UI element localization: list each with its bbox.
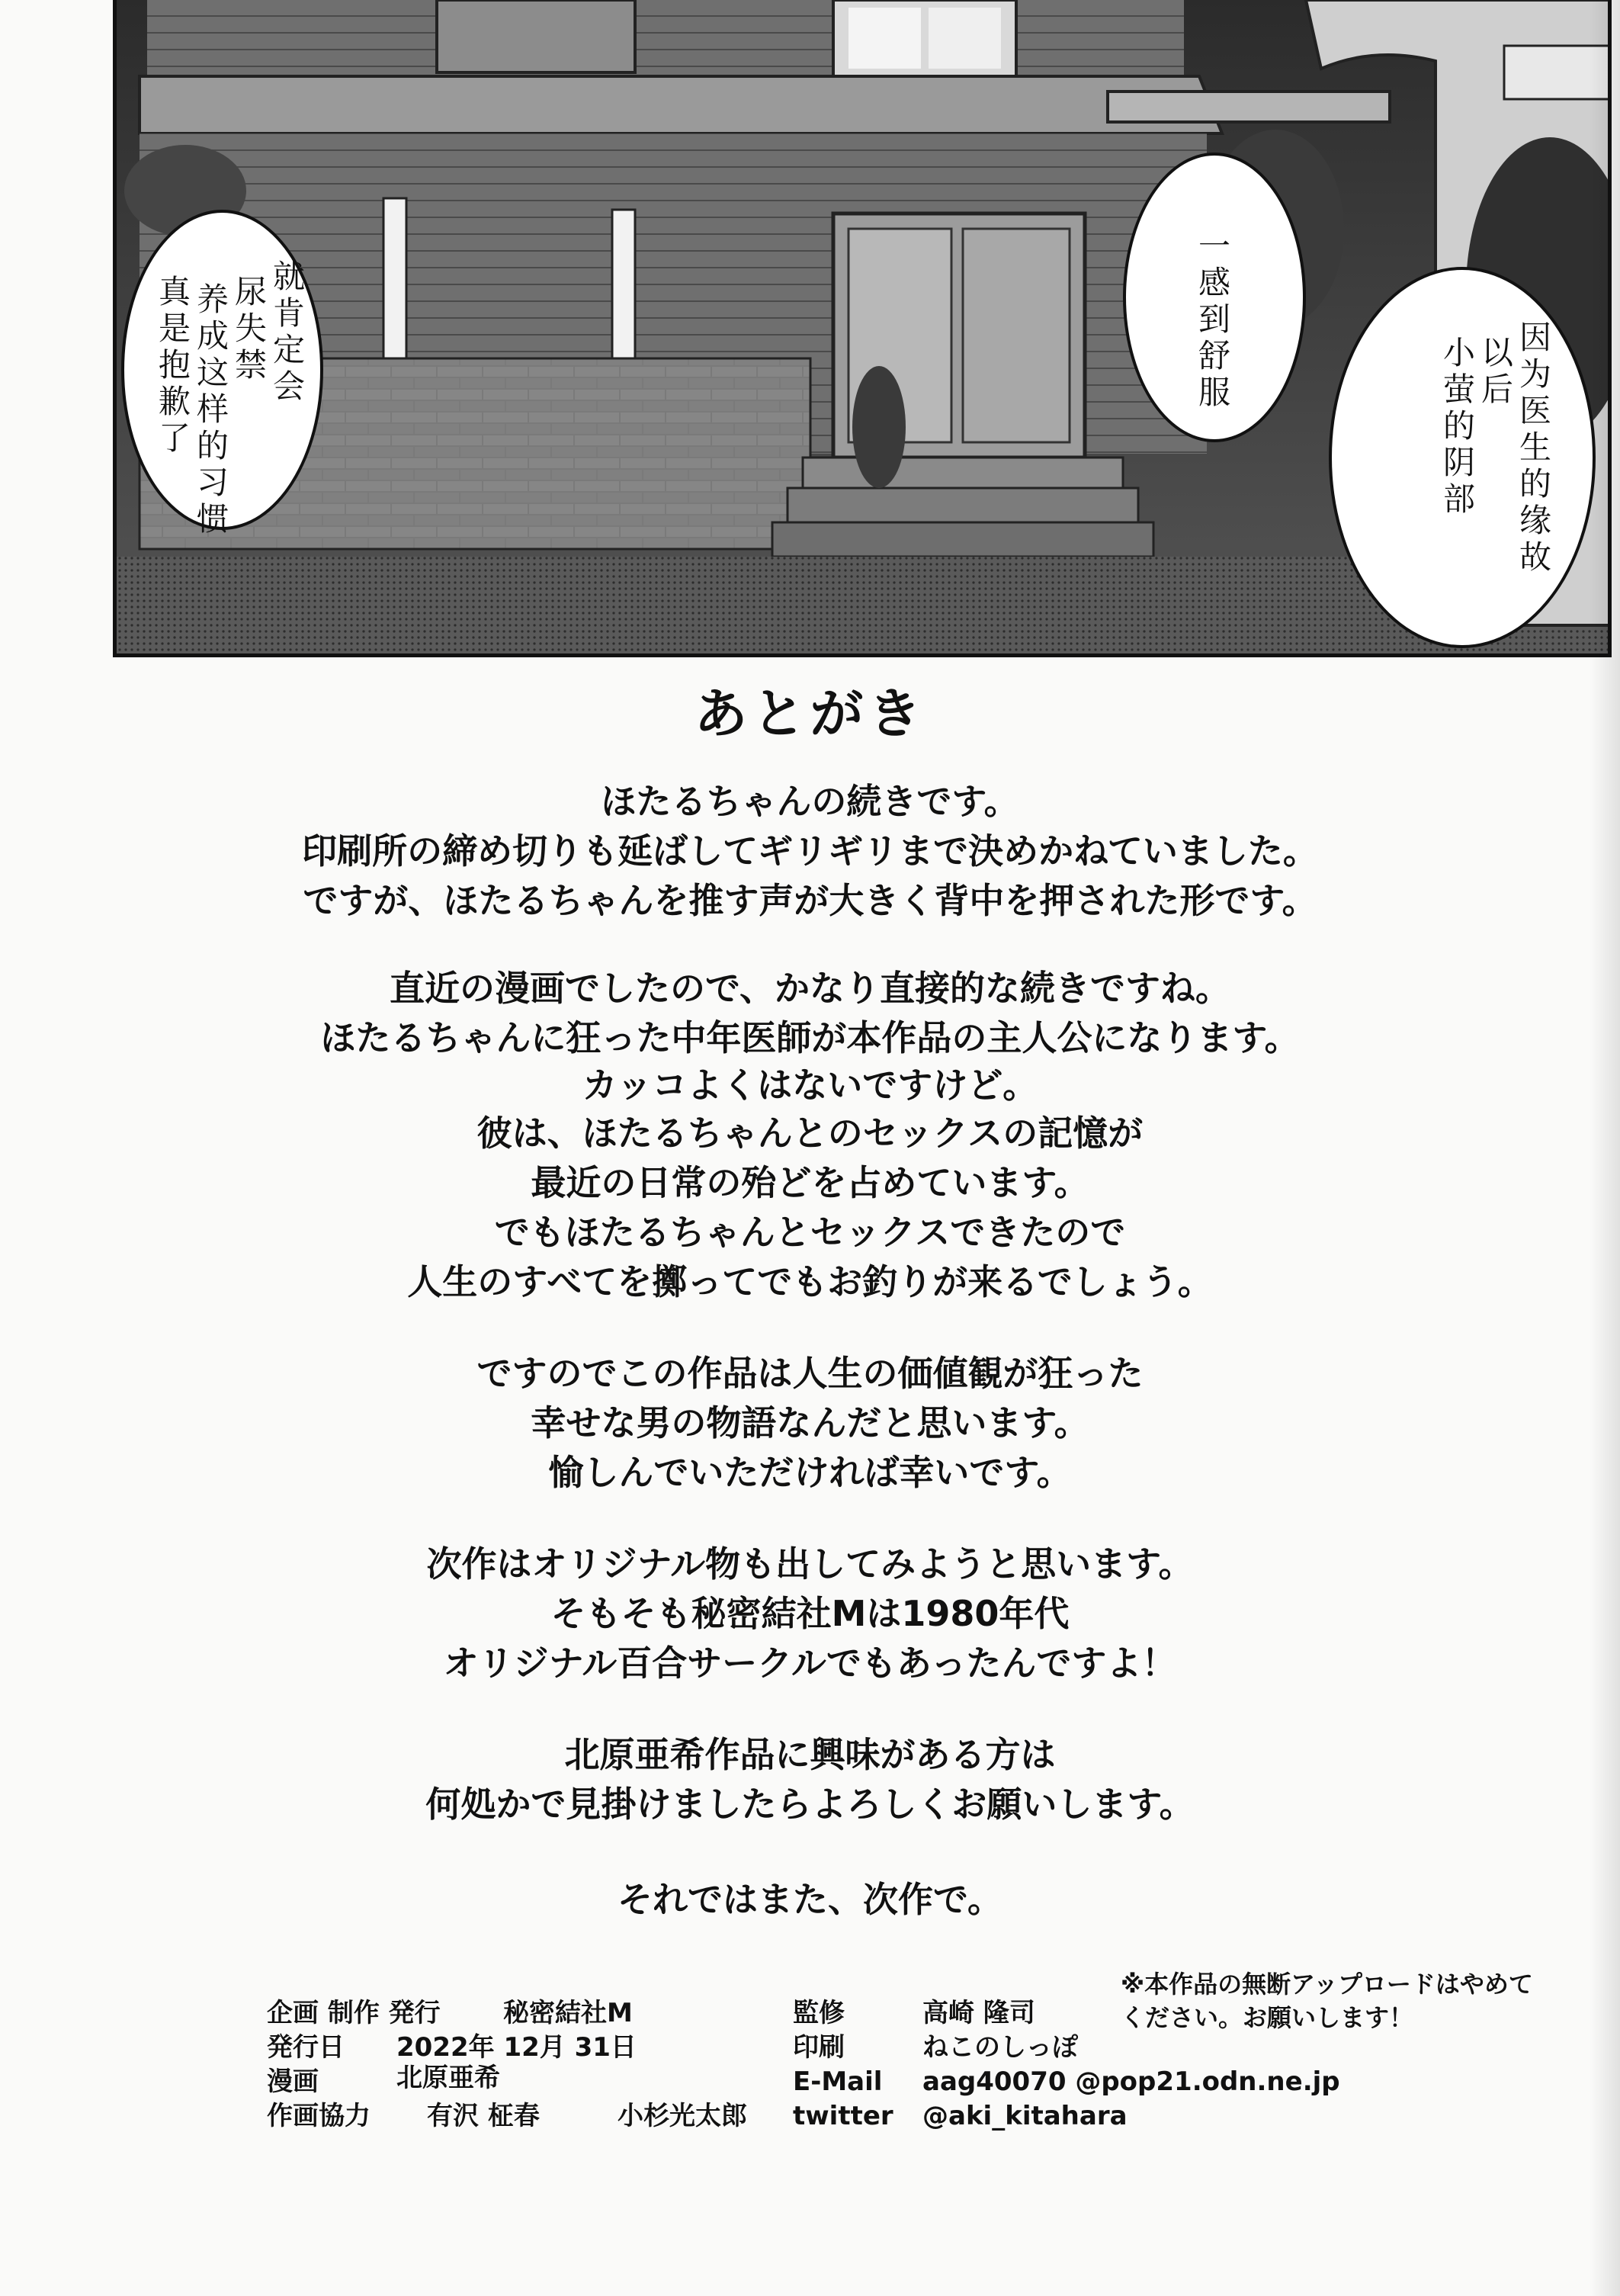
credit-print-label: 印刷 xyxy=(793,2032,845,2063)
credit-assist-label: 作画協力 xyxy=(267,2101,371,2131)
bubble-right-line-1: 因为医生的缘故 xyxy=(1515,320,1552,576)
afterword-line-18: そもそも秘密結社Mは1980年代 xyxy=(550,1593,1070,1634)
afterword-line-19: オリジナル百合サークルでもあったんですよ！ xyxy=(443,1643,1177,1684)
credit-print-value: ねこのしっぽ xyxy=(922,2032,1078,2063)
credit-manga-value: 北原亜希 xyxy=(396,2063,500,2093)
bubble-right-line-2: 以后 xyxy=(1477,336,1514,409)
afterword-line-1: ほたるちゃんの続きです。 xyxy=(601,781,1019,822)
manga-panel-house-night xyxy=(113,0,1612,657)
bubble-right-line-3: 小萤的阴部 xyxy=(1439,336,1476,519)
page-spine-shadow xyxy=(1590,0,1620,2296)
afterword-line-11: 人生のすべてを擲ってでもお釣りが来るでしょう。 xyxy=(407,1261,1213,1302)
bubble-middle-line-1: 一感到舒服 xyxy=(1194,229,1231,412)
afterword-line-21: 北原亜希作品に興味がある方は xyxy=(564,1734,1056,1775)
afterword-line-7: カッコよくはないですけど。 xyxy=(582,1065,1038,1106)
credit-date-label: 発行日 xyxy=(267,2032,345,2063)
afterword-line-14: 幸せな男の物語なんだと思います。 xyxy=(531,1402,1089,1443)
credit-email-label: E-Mail xyxy=(793,2066,883,2097)
afterword-line-5: 直近の漫画でしたので、かなり直接的な続きですね。 xyxy=(389,968,1231,1009)
credit-planning-label: 企画 制作 発行 xyxy=(267,1998,441,2028)
credit-supervise-value: 高崎 隆司 xyxy=(922,1998,1035,2028)
afterword-line-6: ほたるちゃんに狂った中年医師が本作品の主人公になります。 xyxy=(320,1017,1300,1058)
afterword-line-22: 何処かで見掛けましたらよろしくお願いします。 xyxy=(425,1784,1195,1825)
credit-date-value: 2022年 12月 31日 xyxy=(396,2032,637,2063)
afterword-line-24: それではまた、次作で。 xyxy=(617,1879,1003,1920)
afterword-line-10: でもほたるちゃんとセックスできたので xyxy=(494,1212,1126,1253)
credit-manga-label: 漫画 xyxy=(267,2066,319,2097)
bubble-left-line-4: 真是抱歉了 xyxy=(154,275,191,458)
afterword-line-15: 愉しんでいただければ幸いです。 xyxy=(548,1452,1072,1493)
afterword-line-2: 印刷所の締め切りも延ばしてギリギリまで決めかねていました。 xyxy=(302,830,1318,872)
afterword-line-9: 最近の日常の殆どを占めています。 xyxy=(531,1162,1089,1203)
afterword-heading: あとがき xyxy=(694,682,926,745)
afterword-line-17: 次作はオリジナル物も出してみようと思います。 xyxy=(426,1543,1194,1585)
bubble-left-line-3: 养成这样的习惯 xyxy=(192,282,229,538)
credit-planning-value: 秘密結社M xyxy=(503,1998,633,2028)
bubble-left-line-1: 就肯定会 xyxy=(268,259,306,406)
credit-twitter-value: @aki_kitahara xyxy=(922,2101,1128,2131)
bubble-left-line-2: 尿失禁 xyxy=(230,275,268,384)
credit-twitter-label: twitter xyxy=(793,2101,893,2131)
credit-assist-value-1: 有沢 柾春 xyxy=(427,2101,540,2131)
credit-assist-value-2: 小杉光太郎 xyxy=(618,2101,747,2131)
afterword-line-3: ですが、ほたるちゃんを推す声が大きく背中を押された形です。 xyxy=(303,880,1317,921)
credit-email-value: aag40070 @pop21.odn.ne.jp xyxy=(922,2066,1340,2097)
afterword-line-8: 彼は、ほたるちゃんとのセックスの記憶が xyxy=(476,1113,1144,1154)
upload-notice: ※本作品の無断アップロードはやめてください。お願いします！ xyxy=(1121,1970,1533,2032)
credit-supervise-label: 監修 xyxy=(793,1998,845,2028)
afterword-line-13: ですのでこの作品は人生の価値観が狂った xyxy=(476,1353,1144,1394)
